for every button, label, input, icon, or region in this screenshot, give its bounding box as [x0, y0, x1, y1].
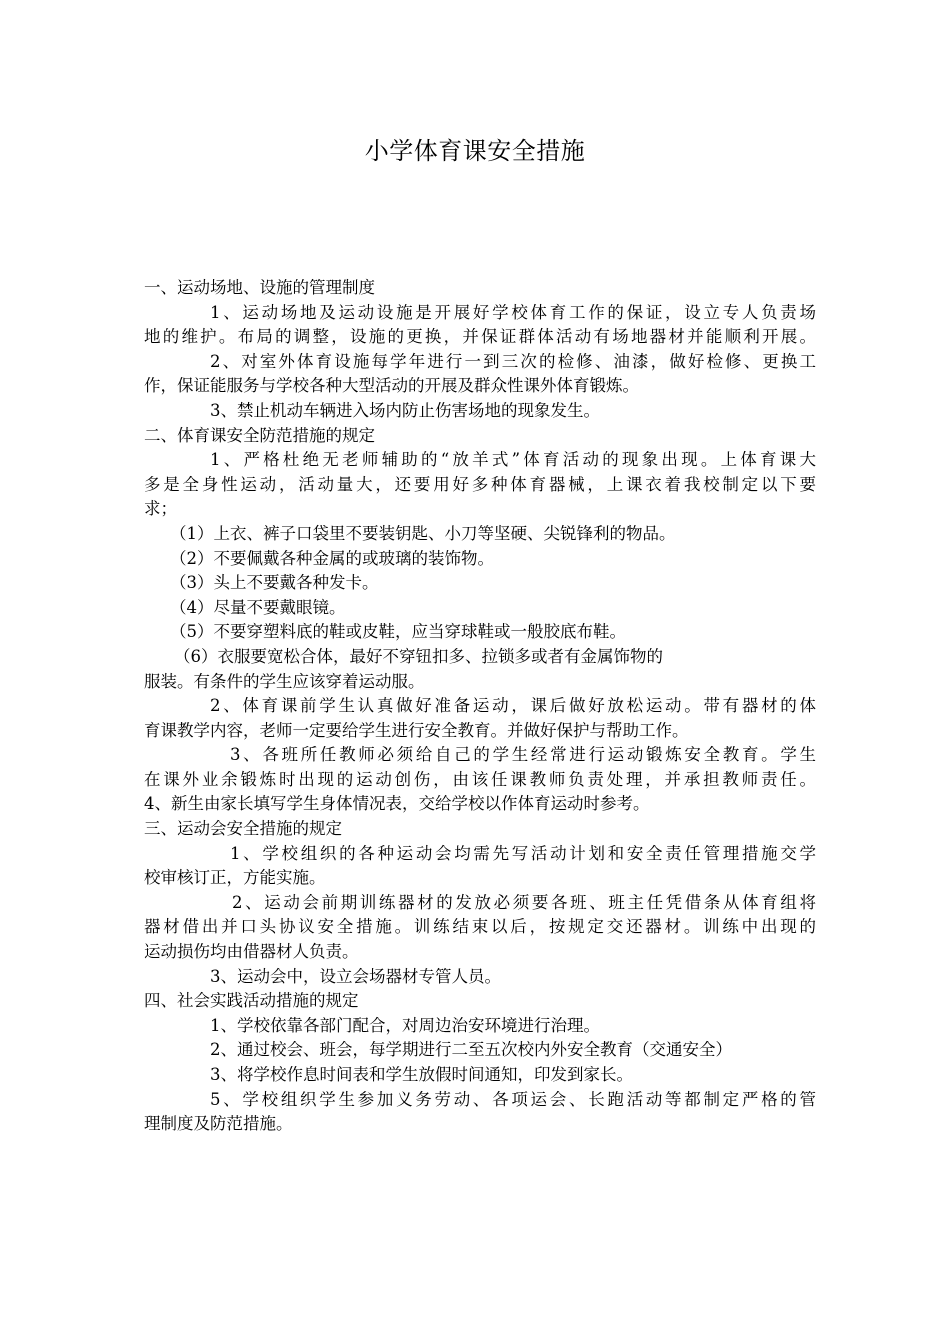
- list-item: （4）尽量不要戴眼镜。: [170, 597, 346, 617]
- paragraph-line: 3、将学校作息时间表和学生放假时间通知，印发到家长。: [210, 1065, 633, 1084]
- paragraph-line: 5、学校组织学生参加义务劳动、各项运会、长跑活动等都制定严格的管: [210, 1089, 816, 1109]
- paragraph-line: 在课外业余锻炼时出现的运动创伤，由该任课教师负责处理，并承担教师责任。: [144, 769, 816, 789]
- paragraph-line: 服装。有条件的学生应该穿着运动服。: [144, 671, 425, 691]
- section-heading-1: 一、运动场地、设施的管理制度: [144, 278, 375, 297]
- paragraph-line: 1、运动场地及运动设施是开展好学校体育工作的保证，设立专人负责场: [210, 302, 816, 322]
- paragraph-line: 2、对室外体育设施每学年进行一到三次的检修、油漆，做好检修、更换工: [210, 351, 816, 371]
- paragraph-line: 3、运动会中，设立会场器材专管人员。: [210, 966, 501, 986]
- paragraph-line: 3、禁止机动车辆进入场内防止伤害场地的现象发生。: [210, 400, 600, 420]
- paragraph-line: 3、各班所任教师必须给自己的学生经常进行运动锻炼安全教育。学生: [230, 745, 816, 765]
- paragraph-line: 多是全身性运动，活动量大，还要用好多种体育器械，上课衣着我校制定以下要: [144, 474, 816, 494]
- paragraph-line: 1、学校组织的各种运动会均需先写活动计划和安全责任管理措施交学: [230, 843, 816, 863]
- document-title: 小学体育课安全措施: [364, 137, 586, 165]
- paragraph-line: 求；: [144, 499, 177, 519]
- paragraph-line: 地的维护。布局的调整，设施的更换，并保证群体活动有场地器材并能顺利开展。: [144, 327, 816, 347]
- list-item: （5）不要穿塑料底的鞋或皮鞋，应当穿球鞋或一般胶底布鞋。: [170, 622, 626, 642]
- paragraph-line: 2、运动会前期训练器材的发放必须要各班、班主任凭借条从体育组将: [232, 892, 816, 912]
- list-item: （2）不要佩戴各种金属的或玻璃的装饰物。: [170, 548, 494, 568]
- paragraph-line: 1、严格杜绝无老师辅助的“放羊式”体育活动的现象出现。上体育课大: [210, 450, 816, 470]
- paragraph-line: 理制度及防范措施。: [144, 1114, 293, 1134]
- paragraph-line: 育课教学内容，老师一定要给学生进行安全教育。并做好保护与帮助工作。: [144, 720, 689, 740]
- paragraph-line: 运动损伤均由借器材人负责。: [144, 942, 359, 962]
- list-item: （1）上衣、裤子口袋里不要装钥匙、小刀等坚硬、尖锐锋利的物品。: [170, 523, 676, 543]
- paragraph-line: 2、通过校会、班会，每学期进行二至五次校内外安全教育（交通安全）: [210, 1040, 732, 1060]
- section-heading-2: 二、体育课安全防范措施的规定: [144, 425, 375, 445]
- paragraph-line: 4、新生由家长填写学生身体情况表，交给学校以作体育运动时参考。: [144, 794, 650, 814]
- list-item: （6）衣服要宽松合体，最好不穿钮扣多、拉锁多或者有金属饰物的: [174, 646, 663, 666]
- document-body: [144, 276, 816, 1137]
- section-heading-3: 三、运动会安全措施的规定: [144, 819, 342, 839]
- paragraph-line: 校审核订正，方能实施。: [144, 868, 326, 888]
- paragraph-line: 作，保证能服务与学校各种大型活动的开展及群众性课外体育锻炼。: [144, 376, 639, 396]
- paragraph-line: 2、体育课前学生认真做好准备运动，课后做好放松运动。带有器材的体: [210, 696, 816, 716]
- list-item: （3）头上不要戴各种发卡。: [170, 573, 379, 593]
- paragraph-line: 器材借出并口头协议安全措施。训练结束以后，按规定交还器材。训练中出现的: [144, 917, 816, 937]
- section-heading-4: 四、社会实践活动措施的规定: [144, 991, 359, 1011]
- paragraph-line: 1、学校依靠各部门配合，对周边治安环境进行治理。: [210, 1015, 600, 1035]
